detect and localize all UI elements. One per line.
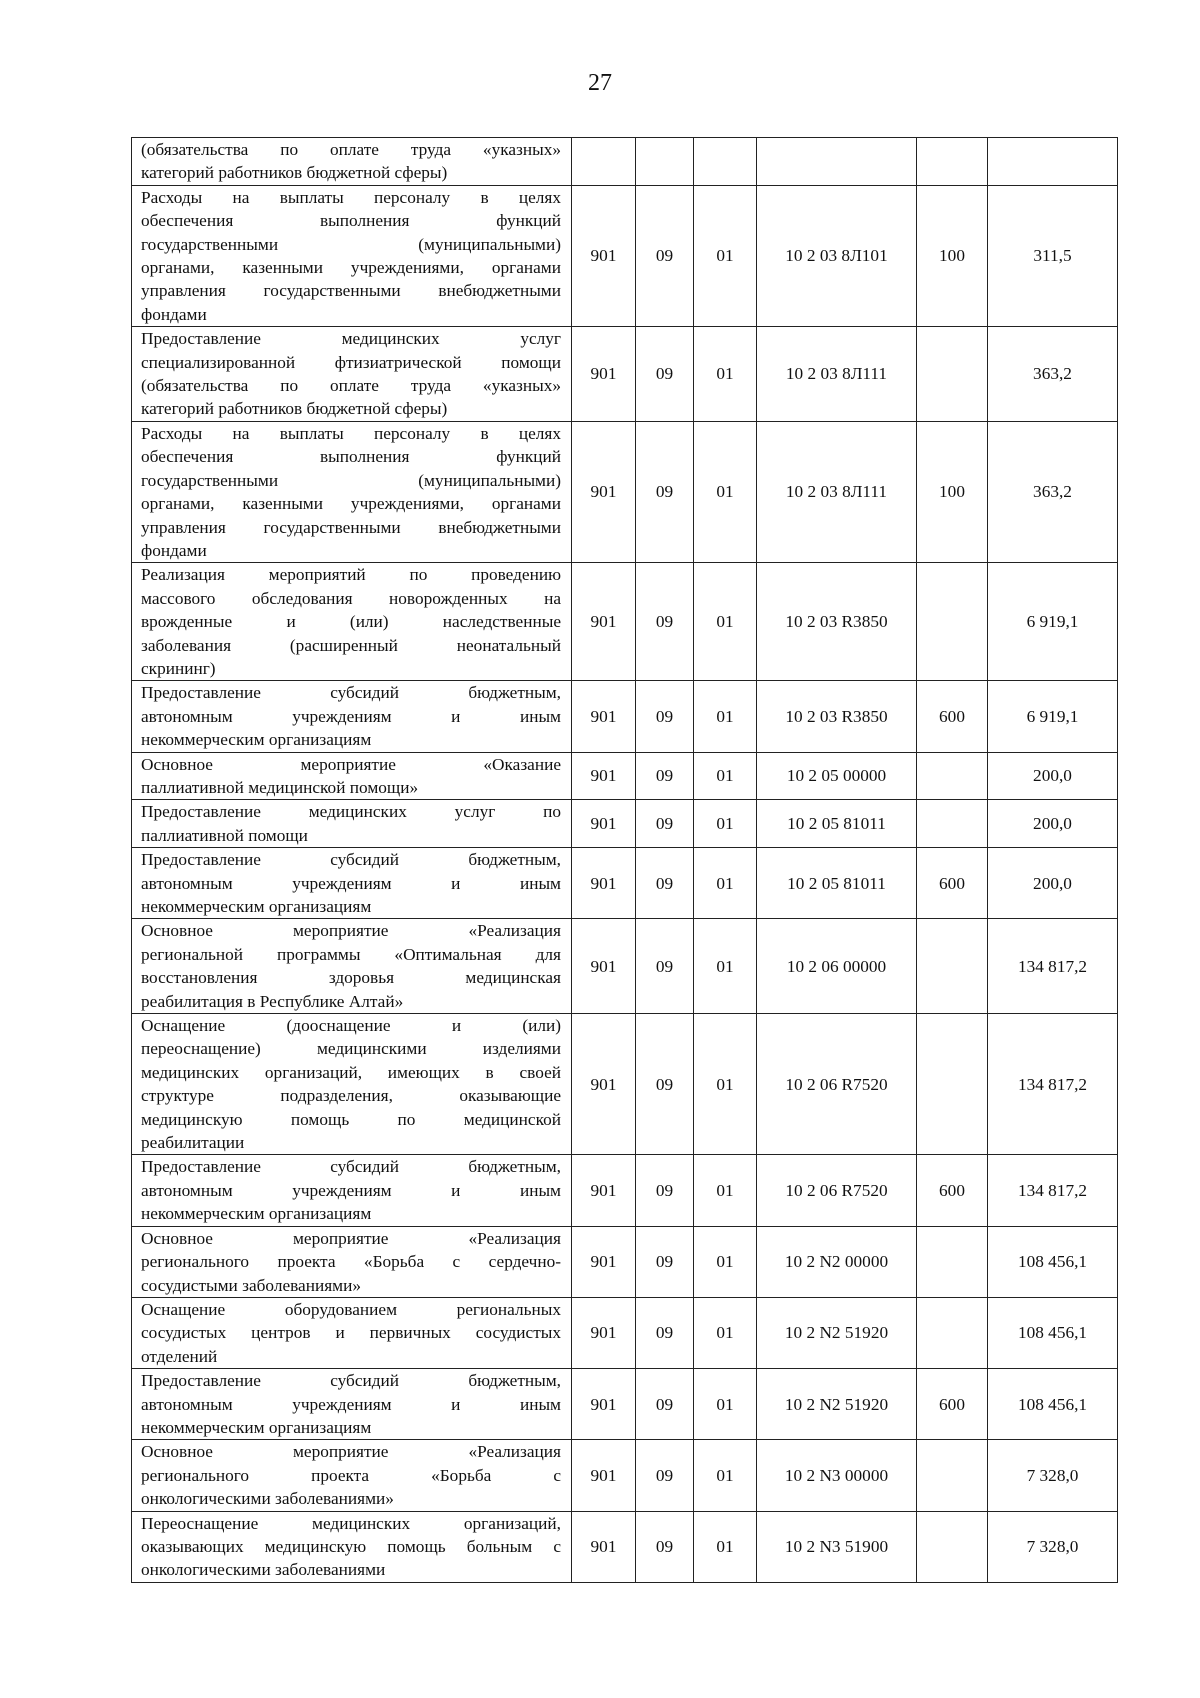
- table-row: [132, 1369, 1118, 1440]
- description-cell: [132, 1014, 572, 1155]
- table-row: [132, 421, 1118, 562]
- expense-type-cell: [917, 1014, 988, 1155]
- description-line: Расходы на выплаты персоналу в целях: [141, 423, 561, 443]
- description-line: обеспечения выполнения функций: [141, 211, 561, 231]
- budget-table-body: [132, 138, 1118, 1583]
- subsection-cell: 01: [694, 919, 757, 1014]
- expense-type-cell: [917, 752, 988, 800]
- section-cell: 09: [636, 1297, 694, 1368]
- description-line: паллиативной помощи: [141, 825, 308, 845]
- table-row: [132, 848, 1118, 919]
- section-cell: 09: [636, 1440, 694, 1511]
- grbs-cell: 901: [572, 1440, 636, 1511]
- amount-cell: 200,0: [988, 800, 1118, 848]
- description-line: Предоставление субсидий бюджетным,: [141, 683, 561, 703]
- description-line: автономным учреждениям и иным: [141, 1180, 561, 1200]
- expense-type-cell: 600: [917, 1369, 988, 1440]
- expense-type-cell: 600: [917, 1155, 988, 1226]
- description-line: некоммерческим организациям: [141, 1204, 372, 1224]
- section-cell: 09: [636, 327, 694, 422]
- expense-type-cell: [917, 1440, 988, 1511]
- description-line: категорий работников бюджетной сферы): [141, 399, 448, 419]
- section-cell: 09: [636, 421, 694, 562]
- description-line: органами, казенными учреждениями, органами: [141, 258, 561, 278]
- description-line: региональной программы «Оптимальная для: [141, 944, 561, 964]
- expense-type-cell: [917, 563, 988, 681]
- subsection-cell: 01: [694, 1155, 757, 1226]
- target-article-cell: 10 2 03 8Л111: [757, 421, 917, 562]
- description-line: фондами: [141, 540, 207, 560]
- amount-cell: 108 456,1: [988, 1369, 1118, 1440]
- description-cell: [132, 1155, 572, 1226]
- table-row: [132, 919, 1118, 1014]
- grbs-cell: 901: [572, 919, 636, 1014]
- description-line: Основное мероприятие «Оказание: [141, 754, 561, 774]
- table-row: [132, 563, 1118, 681]
- description-line: Предоставление медицинских услуг по: [141, 802, 561, 822]
- expense-type-cell: [917, 327, 988, 422]
- expense-type-cell: [917, 919, 988, 1014]
- target-article-cell: 10 2 06 R7520: [757, 1155, 917, 1226]
- subsection-cell: 01: [694, 1440, 757, 1511]
- description-line: Оснащение оборудованием региональных: [141, 1299, 561, 1319]
- description-cell: [132, 800, 572, 848]
- table-row: [132, 681, 1118, 752]
- subsection-cell: 01: [694, 681, 757, 752]
- section-cell: 09: [636, 563, 694, 681]
- subsection-cell: [694, 138, 757, 186]
- description-line: Предоставление субсидий бюджетным,: [141, 850, 561, 870]
- target-article-cell: 10 2 03 8Л101: [757, 185, 917, 326]
- grbs-cell: [572, 138, 636, 186]
- description-cell: [132, 919, 572, 1014]
- target-article-cell: 10 2 N3 51900: [757, 1511, 917, 1582]
- section-cell: 09: [636, 1014, 694, 1155]
- description-line: медицинскую помощь по медицинской: [141, 1109, 561, 1129]
- grbs-cell: 901: [572, 1511, 636, 1582]
- section-cell: 09: [636, 1226, 694, 1297]
- target-article-cell: [757, 138, 917, 186]
- description-line: Оснащение (дооснащение и (или): [141, 1016, 561, 1036]
- expense-type-cell: [917, 1511, 988, 1582]
- grbs-cell: 901: [572, 327, 636, 422]
- description-line: регионального проекта «Борьба с: [141, 1465, 561, 1485]
- amount-cell: 7 328,0: [988, 1511, 1118, 1582]
- description-line: сосудистыми заболеваниями»: [141, 1275, 361, 1295]
- description-line: органами, казенными учреждениями, органами: [141, 494, 561, 514]
- expense-type-cell: [917, 1297, 988, 1368]
- section-cell: 09: [636, 800, 694, 848]
- table-row: [132, 1297, 1118, 1368]
- description-line: Предоставление субсидий бюджетным,: [141, 1157, 561, 1177]
- expense-type-cell: [917, 138, 988, 186]
- table-row: [132, 1440, 1118, 1511]
- description-line: сосудистых центров и первичных сосудистых: [141, 1323, 561, 1343]
- subsection-cell: 01: [694, 1369, 757, 1440]
- subsection-cell: 01: [694, 327, 757, 422]
- amount-cell: 108 456,1: [988, 1226, 1118, 1297]
- description-line: восстановления здоровья медицинская: [141, 968, 561, 988]
- target-article-cell: 10 2 03 R3850: [757, 563, 917, 681]
- subsection-cell: 01: [694, 1511, 757, 1582]
- description-line: автономным учреждениям и иным: [141, 706, 561, 726]
- target-article-cell: 10 2 05 81011: [757, 800, 917, 848]
- description-line: регионального проекта «Борьба с сердечно-: [141, 1252, 561, 1272]
- amount-cell: 363,2: [988, 327, 1118, 422]
- description-cell: [132, 1297, 572, 1368]
- description-cell: [132, 681, 572, 752]
- subsection-cell: 01: [694, 1226, 757, 1297]
- description-line: Предоставление субсидий бюджетным,: [141, 1371, 561, 1391]
- description-line: управления государственными внебюджетными: [141, 517, 561, 537]
- description-line: Переоснащение медицинских организаций,: [141, 1513, 561, 1533]
- subsection-cell: 01: [694, 1014, 757, 1155]
- grbs-cell: 901: [572, 752, 636, 800]
- target-article-cell: 10 2 05 00000: [757, 752, 917, 800]
- description-line: (обязательства по оплате труда «указных»: [141, 376, 561, 396]
- amount-cell: [988, 138, 1118, 186]
- target-article-cell: 10 2 N3 00000: [757, 1440, 917, 1511]
- description-line: (обязательства по оплате труда «указных»: [141, 140, 561, 159]
- description-cell: [132, 563, 572, 681]
- description-line: Расходы на выплаты персоналу в целях: [141, 187, 561, 207]
- table-row: [132, 752, 1118, 800]
- description-line: обеспечения выполнения функций: [141, 447, 561, 467]
- table-row: [132, 185, 1118, 326]
- section-cell: 09: [636, 1511, 694, 1582]
- description-line: специализированной фтизиатрической помощи: [141, 352, 561, 372]
- subsection-cell: 01: [694, 752, 757, 800]
- expense-type-cell: 100: [917, 185, 988, 326]
- section-cell: 09: [636, 1155, 694, 1226]
- table-row: [132, 1014, 1118, 1155]
- description-line: государственными (муниципальными): [141, 234, 561, 254]
- subsection-cell: 01: [694, 848, 757, 919]
- subsection-cell: 01: [694, 800, 757, 848]
- grbs-cell: 901: [572, 563, 636, 681]
- description-line: врожденные и (или) наследственные: [141, 612, 561, 632]
- budget-table: [131, 137, 1118, 1583]
- description-cell: [132, 1440, 572, 1511]
- description-cell: [132, 1511, 572, 1582]
- table-row: [132, 1226, 1118, 1297]
- description-cell: [132, 1226, 572, 1297]
- table-row: [132, 1511, 1118, 1582]
- subsection-cell: 01: [694, 185, 757, 326]
- description-line: некоммерческим организациям: [141, 730, 372, 750]
- amount-cell: 200,0: [988, 848, 1118, 919]
- description-line: автономным учреждениям и иным: [141, 873, 561, 893]
- grbs-cell: 901: [572, 681, 636, 752]
- grbs-cell: 901: [572, 185, 636, 326]
- amount-cell: 6 919,1: [988, 681, 1118, 752]
- grbs-cell: 901: [572, 800, 636, 848]
- description-line: Основное мероприятие «Реализация: [141, 921, 561, 941]
- subsection-cell: 01: [694, 563, 757, 681]
- amount-cell: 134 817,2: [988, 1014, 1118, 1155]
- table-row: [132, 327, 1118, 422]
- amount-cell: 108 456,1: [988, 1297, 1118, 1368]
- table-row: [132, 138, 1118, 186]
- table-row: [132, 800, 1118, 848]
- description-line: Основное мероприятие «Реализация: [141, 1442, 561, 1462]
- description-line: оказывающих медицинскую помощь больным с: [141, 1536, 561, 1556]
- description-cell: [132, 752, 572, 800]
- amount-cell: 311,5: [988, 185, 1118, 326]
- target-article-cell: 10 2 06 00000: [757, 919, 917, 1014]
- section-cell: 09: [636, 681, 694, 752]
- target-article-cell: 10 2 03 R3850: [757, 681, 917, 752]
- description-line: онкологическими заболеваниями»: [141, 1489, 394, 1509]
- description-line: категорий работников бюджетной сферы): [141, 163, 448, 183]
- expense-type-cell: [917, 1226, 988, 1297]
- target-article-cell: 10 2 N2 00000: [757, 1226, 917, 1297]
- amount-cell: 134 817,2: [988, 919, 1118, 1014]
- expense-type-cell: 600: [917, 681, 988, 752]
- page-number: 27: [588, 70, 612, 96]
- description-line: массового обследования новорожденных на: [141, 588, 561, 608]
- section-cell: 09: [636, 919, 694, 1014]
- amount-cell: 6 919,1: [988, 563, 1118, 681]
- target-article-cell: 10 2 05 81011: [757, 848, 917, 919]
- description-line: заболевания (расширенный неонатальный: [141, 635, 561, 655]
- section-cell: 09: [636, 848, 694, 919]
- target-article-cell: 10 2 06 R7520: [757, 1014, 917, 1155]
- grbs-cell: 901: [572, 1226, 636, 1297]
- description-line: реабилитации: [141, 1133, 245, 1153]
- description-cell: [132, 1369, 572, 1440]
- section-cell: 09: [636, 185, 694, 326]
- expense-type-cell: [917, 800, 988, 848]
- description-cell: [132, 138, 572, 186]
- section-cell: 09: [636, 1369, 694, 1440]
- description-cell: [132, 421, 572, 562]
- description-line: государственными (муниципальными): [141, 470, 561, 490]
- description-line: переоснащение) медицинскими изделиями: [141, 1039, 561, 1059]
- description-line: некоммерческим организациям: [141, 897, 372, 916]
- grbs-cell: 901: [572, 1014, 636, 1155]
- description-line: реабилитация в Республике Алтай»: [141, 991, 404, 1011]
- expense-type-cell: 600: [917, 848, 988, 919]
- description-cell: [132, 185, 572, 326]
- description-cell: [132, 327, 572, 422]
- description-line: Основное мероприятие «Реализация: [141, 1228, 561, 1248]
- description-line: структуре подразделения, оказывающие: [141, 1086, 561, 1106]
- target-article-cell: 10 2 N2 51920: [757, 1369, 917, 1440]
- section-cell: [636, 138, 694, 186]
- description-line: скрининг): [141, 658, 216, 678]
- description-line: некоммерческим организациям: [141, 1417, 372, 1437]
- target-article-cell: 10 2 N2 51920: [757, 1297, 917, 1368]
- grbs-cell: 901: [572, 421, 636, 562]
- description-line: паллиативной медицинской помощи»: [141, 777, 419, 797]
- amount-cell: 200,0: [988, 752, 1118, 800]
- subsection-cell: 01: [694, 421, 757, 562]
- amount-cell: 134 817,2: [988, 1155, 1118, 1226]
- description-line: медицинских организаций, имеющих в своей: [141, 1062, 561, 1082]
- grbs-cell: 901: [572, 1155, 636, 1226]
- description-line: управления государственными внебюджетными: [141, 281, 561, 301]
- subsection-cell: 01: [694, 1297, 757, 1368]
- description-line: Реализация мероприятий по проведению: [141, 565, 561, 585]
- grbs-cell: 901: [572, 848, 636, 919]
- description-line: отделений: [141, 1346, 218, 1366]
- description-line: фондами: [141, 304, 207, 324]
- amount-cell: 7 328,0: [988, 1440, 1118, 1511]
- table-row: [132, 1155, 1118, 1226]
- target-article-cell: 10 2 03 8Л111: [757, 327, 917, 422]
- description-line: автономным учреждениям и иным: [141, 1394, 561, 1414]
- description-line: Предоставление медицинских услуг: [141, 329, 561, 349]
- expense-type-cell: 100: [917, 421, 988, 562]
- grbs-cell: 901: [572, 1369, 636, 1440]
- grbs-cell: 901: [572, 1297, 636, 1368]
- description-line: онкологическими заболеваниями: [141, 1560, 386, 1580]
- amount-cell: 363,2: [988, 421, 1118, 562]
- section-cell: 09: [636, 752, 694, 800]
- description-cell: [132, 848, 572, 919]
